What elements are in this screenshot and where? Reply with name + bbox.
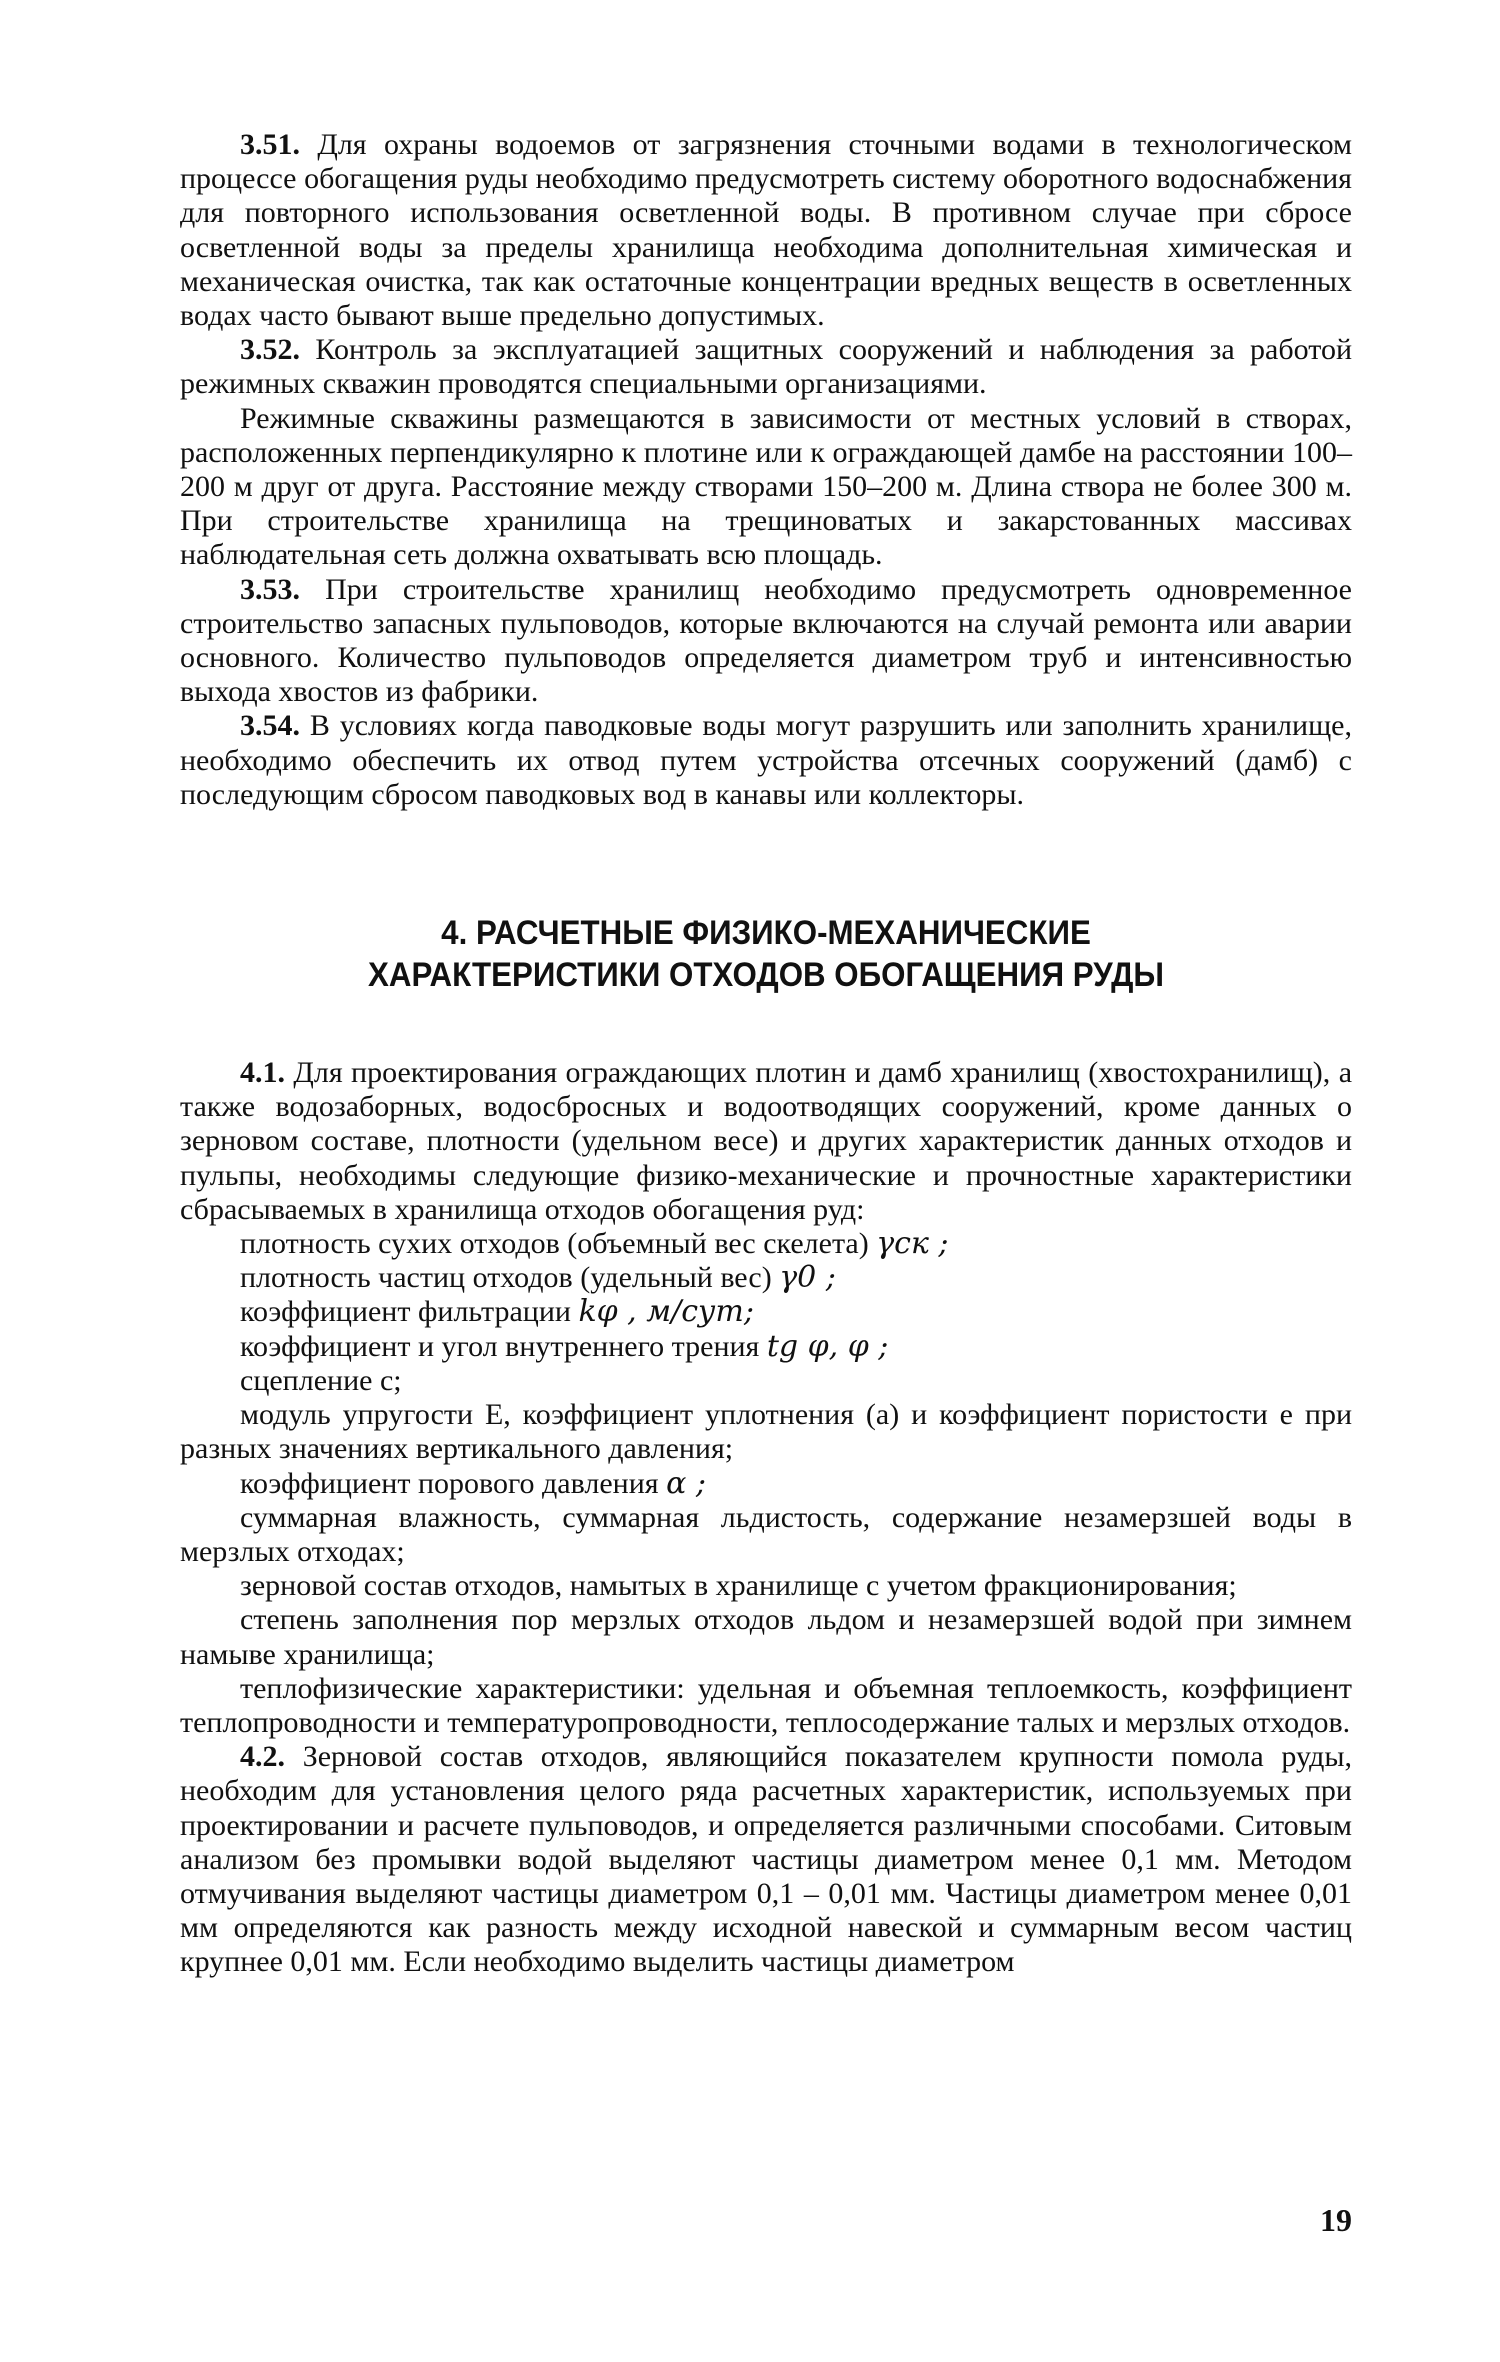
symbol: γ0 ; bbox=[779, 1260, 836, 1296]
clause-number: 3.54. bbox=[240, 709, 300, 743]
symbol: α ; bbox=[666, 1465, 706, 1501]
list-item: коэффициент порового давления α ; bbox=[240, 1465, 706, 1501]
paragraph-3-53 bbox=[180, 573, 1352, 710]
paragraph-3-52-cont bbox=[180, 402, 1352, 573]
heading-line-1: 4. РАСЧЕТНЫЕ ФИЗИКО-МЕХАНИЧЕСКИЕ bbox=[441, 914, 1091, 953]
paragraph-4-2 bbox=[180, 1740, 1352, 1979]
page-number: 19 bbox=[1320, 2202, 1352, 2238]
list-item: коэффициент фильтрации kφ , м/сут; bbox=[240, 1294, 754, 1330]
list-item: зерновой состав отходов, намытых в хранилище с учетом фракционирования; bbox=[240, 1569, 1237, 1603]
list-item: коэффициент и угол внутреннего трения tg φ, φ ; bbox=[240, 1328, 889, 1364]
paragraph-3-52 bbox=[180, 333, 1352, 401]
clause-number: 3.53. bbox=[240, 572, 300, 606]
paragraph-3-54 bbox=[180, 709, 1352, 812]
clause-number: 3.52. bbox=[240, 333, 300, 367]
symbol: tg φ, φ ; bbox=[766, 1328, 889, 1364]
section-heading bbox=[227, 912, 1305, 996]
symbol: kφ , м/сут; bbox=[578, 1294, 754, 1330]
list-item: плотность сухих отходов (объемный вес скелета) γск ; bbox=[240, 1226, 949, 1262]
symbol: γск ; bbox=[876, 1226, 949, 1262]
clause-text: В условиях когда паводковые воды могут разрушить или заполнить хранилище, необходимо обеспечить их отвод путем устройства отсечных сооружений (дамб) с последующим сбросом паводковых вод в канавы или коллекторы. bbox=[180, 709, 1352, 811]
clause-number: 4.2. bbox=[240, 1740, 285, 1774]
list-item: степень заполнения пор мерзлых отходов льдом и незамерзшей водой при зимнем намыве хранилища; bbox=[180, 1603, 1352, 1671]
list-item: сцепление с; bbox=[240, 1363, 402, 1397]
clause-number: 4.1. bbox=[240, 1056, 285, 1090]
list-item: плотность частиц отходов (удельный вес) γ0 ; bbox=[240, 1260, 836, 1296]
heading-line-2: ХАРАКТЕРИСТИКИ ОТХОДОВ ОБОГАЩЕНИЯ РУДЫ bbox=[367, 956, 1165, 995]
clause-text: Зерновой состав отходов, являющийся показателем крупности помола руды, необходим для установления целого ряда расчетных характеристик, используемых при проектировании и расчете пульповодов, и определяется различными способами. Ситовым анализом без промывки водой выделяют частицы диаметром менее 0,1 мм. Методом отмучивания выделяют частицы диаметром 0,1 – 0,01 мм. Частицы диаметром менее 0,01 мм определяются как разность между исходной навеской и суммарным весом частиц крупнее 0,01 мм. Если необходимо выделить частицы диаметром bbox=[180, 1740, 1353, 1979]
text-column bbox=[180, 128, 1352, 1980]
clause-text: Для проектирования ограждающих плотин и дамб хранилищ (хвостохранилищ), а также водозаборных, водосбросных и водоотводящих сооружений, кроме данных о зерновом составе, плотности (удельном весе) и других характеристик данных отходов и пульпы, необходимы следующие физико-механические и прочностные характеристики сбрасываемых в хранилища отходов обогащения руд: bbox=[180, 1056, 1353, 1226]
clause-text: Контроль за эксплуатацией защитных сооружений и наблюдения за работой режимных скважин проводятся специальными организациями. bbox=[180, 333, 1353, 401]
characteristics-list bbox=[180, 1227, 1352, 1740]
list-item: суммарная влажность, суммарная льдистость, содержание незамерзшей воды в мерзлых отходах; bbox=[180, 1500, 1352, 1568]
paragraph-3-51 bbox=[180, 128, 1352, 333]
list-item: модуль упругости E, коэффициент уплотнения (a) и коэффициент пористости e при разных значениях вертикального давления; bbox=[180, 1398, 1352, 1466]
clause-number: 3.51. bbox=[240, 128, 300, 161]
clause-text: Для охраны водоемов от загрязнения сточными водами в технологическом процессе обогащения руды необходимо предусмотреть систему оборотного водоснабжения для повторного использования осветленной воды. В противном случае при сбросе осветленной воды за пределы хранилища необходима дополнительная химическая и механическая очистка, так как остаточные концентрации вредных веществ в осветленных водах часто бывают выше предельно допустимых. bbox=[180, 128, 1353, 333]
clause-text: Режимные скважины размещаются в зависимости от местных условий в створах, расположенных перпендикулярно к плотине или к ограждающей дамбе на расстоянии 100–200 м друг от друга. Расстояние между створами 150–200 м. Длина створа не более 300 м. При строительстве хранилища на трещиноватых и закарстованных массивах наблюдательная сеть должна охватывать всю площадь. bbox=[180, 401, 1352, 572]
clause-text: При строительстве хранилищ необходимо предусмотреть одновременное строительство запасных пульповодов, которые включаются на случай ремонта или аварии основного. Количество пульповодов определяется диаметром труб и интенсивностью выхода хвостов из фабрики. bbox=[180, 572, 1353, 709]
list-item: теплофизические характеристики: удельная и объемная теплоемкость, коэффициент теплопроводности и температуропроводности, теплосодержание талых и мерзлых отходов. bbox=[180, 1671, 1352, 1739]
paragraph-4-1 bbox=[180, 1056, 1352, 1227]
